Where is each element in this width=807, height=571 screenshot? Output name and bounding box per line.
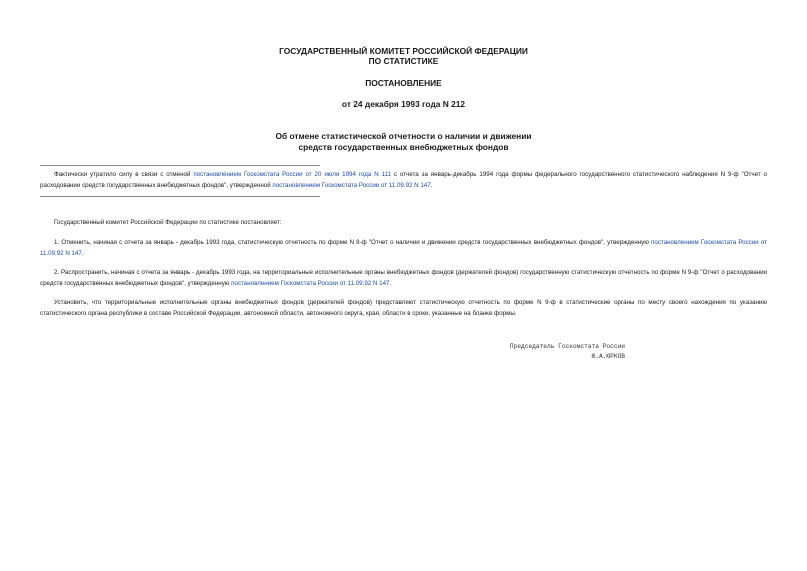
item-1-text-end: . bbox=[81, 249, 84, 257]
note-text-2: с отчета за январь-декабрь 1994 года формы федерального государственного статистического наблюдения N 9-ф "Отчет о расходовании средств государственных внебюджетных фондов", утвержденной bbox=[40, 171, 767, 189]
note-link-resolution-111[interactable]: постановлением Госкомстата России от 20 июля 1994 года N 111 bbox=[193, 171, 391, 178]
document-title-line2: средств государственных внебюджетных фондов bbox=[298, 142, 509, 152]
committee-name-line2: ПО СТАТИСТИКЕ bbox=[368, 56, 439, 66]
item-1-link-resolution-147[interactable]: постановлением Госкомстата России от 11.09.92 N 147 bbox=[40, 239, 767, 257]
item-2-text: 2. Распространить, начиная с отчета за январь - декабрь 1993 года, на территориальные исполнительные органы внебюджетных фондов (держателей фондов) государственную статистическую отчетность по форме N 9-ф "Отчет о расходовании средств государственных внебюджетных фондов", утвержденную bbox=[40, 269, 767, 287]
item-2-text-end: . bbox=[389, 279, 392, 287]
note-top-divider bbox=[40, 165, 320, 166]
signatory-name: Ю.А.ЮРКОВ bbox=[591, 353, 625, 360]
document-title-line1: Об отмене статистической отчетности о наличии и движении bbox=[275, 131, 532, 141]
note-text-3: . bbox=[430, 181, 433, 189]
document-date-number: от 24 декабря 1993 года N 212 bbox=[341, 99, 466, 109]
intro-paragraph: Государственный комитет Российской Федерации по статистике постановляет: bbox=[54, 219, 282, 226]
item-1-paragraph bbox=[40, 238, 767, 260]
signatory-position: Председатель Госкомстата России bbox=[509, 343, 625, 350]
note-bottom-divider bbox=[40, 196, 320, 197]
document-type: ПОСТАНОВЛЕНИЕ bbox=[365, 78, 442, 88]
note-text-1: Фактически утратило силу в связи с отменой bbox=[54, 171, 194, 178]
item-2-paragraph bbox=[40, 268, 767, 290]
item-2-link-resolution-147[interactable]: постановлением Госкомстата России от 11.09.92 N 147 bbox=[231, 279, 390, 287]
item-3-paragraph: Установить, что территориальные исполнительные органы внебюджетных фондов (держателей фондов) представляют статистическую отчетность по форме N 9-ф в статистические органы по месту своего нахождения по указанию статистического органа республики в составе Российской Федерации, автономной области, автономного округа, края, области в сроки, указанные на бланке формы. bbox=[40, 299, 767, 317]
committee-name-line1: ГОСУДАРСТВЕННЫЙ КОМИТЕТ РОССИЙСКОЙ ФЕДЕРАЦИИ bbox=[279, 46, 528, 56]
note-link-resolution-147[interactable]: постановлением Госкомстата России от 11.09.92 N 147 bbox=[272, 181, 431, 189]
validity-note bbox=[40, 170, 767, 192]
item-1-text: 1. Отменить, начиная с отчета за январь - декабрь 1993 года, статистическую отчетность по форме N 8-ф "Отчет о наличии и движении средств государственных внебюджетных фондов", утвержденную bbox=[54, 239, 652, 246]
